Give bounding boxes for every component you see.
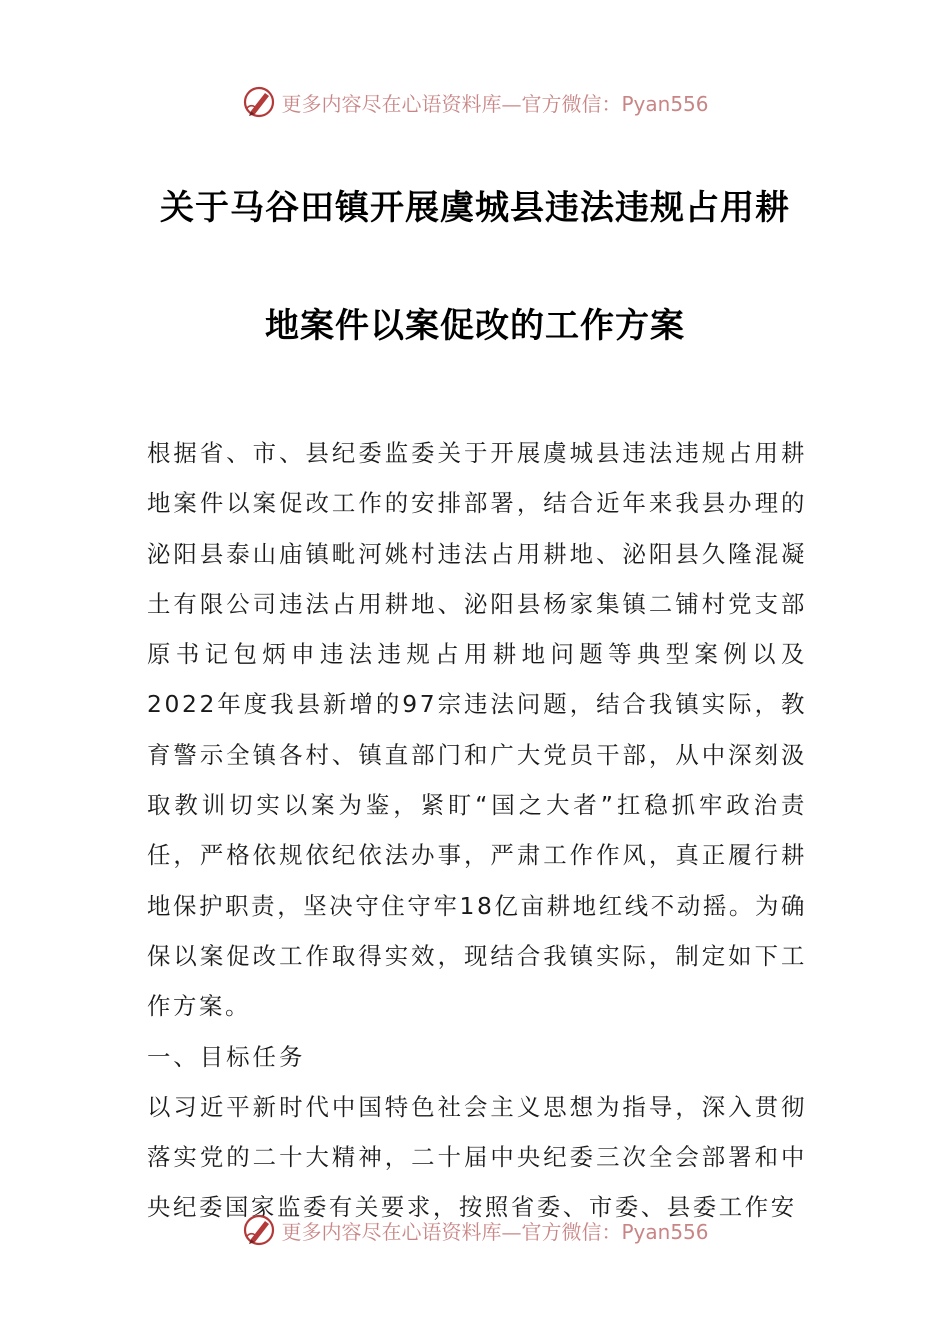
watermark-banner-top [0,82,950,122]
watermark-text: 更多内容尽在心语资料库—官方微信：Pyan556 [281,1219,709,1244]
watermark-text: 更多内容尽在心语资料库—官方微信：Pyan556 [281,91,709,116]
document-title-line-2: 地案件以案促改的工作方案 [265,306,685,346]
document-body [147,428,807,1233]
section-paragraph-1: 以习近平新时代中国特色社会主义思想为指导，深入贯彻落实党的二十大精神，二十届中央纪委三次全会部署和中央纪委国家监委有关要求，按照省委、市委、县委工作安 [147,1092,807,1222]
document-title-line-1: 关于马谷田镇开展虞城县违法违规占用耕 [160,188,790,228]
pen-logo-icon [241,84,277,120]
intro-paragraph: 根据省、市、县纪委监委关于开展虞城县违法违规占用耕地案件以案促改工作的安排部署，结合近年来我县办理的泌阳县泰山庙镇毗河姚村违法占用耕地、泌阳县久隆混凝土有限公司违法占用耕地、泌阳县杨家集镇二铺村党支部原书记包炳申违法违规占用耕地问题等典型案例以及2022年度我县新增的97宗违法问题，结合我镇实际，教育警示全镇各村、镇直部门和广大党员干部，从中深刻汲取教训切实以案为鉴，紧盯“国之大者”扛稳抓牢政治责任，严格依规依纪依法办事，严肃工作作风，真正履行耕地保护职责，坚决守住守牢18亿亩耕地红线不动摇。为确保以案促改工作取得实效，现结合我镇实际，制定如下工作方案。 [147,439,807,1021]
pen-logo-icon [241,1212,277,1248]
section-heading-1: 一、目标任务 [147,1042,306,1071]
watermark-banner-bottom [0,1210,950,1250]
